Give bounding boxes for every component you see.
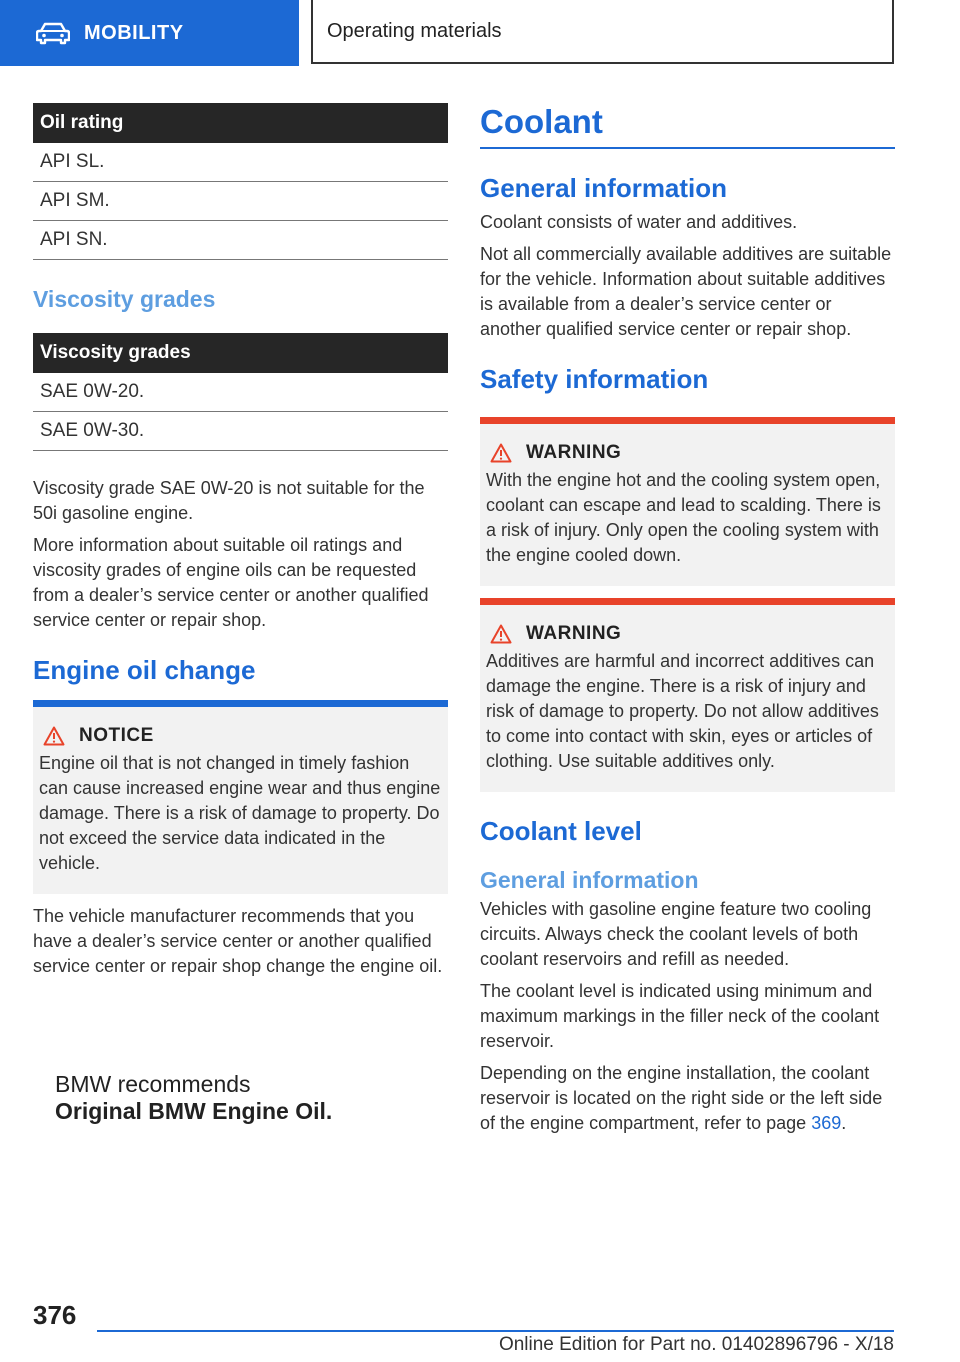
viscosity-table-header: Viscosity grades xyxy=(33,333,448,373)
warning-triangle-icon xyxy=(490,443,512,463)
safety-information-heading: Safety information xyxy=(480,364,709,394)
warning-box-1 xyxy=(480,417,895,586)
table-row: SAE 0W-30. xyxy=(33,412,448,451)
warning-title: WARNING xyxy=(526,623,622,644)
coolant-level-paragraph-3 xyxy=(480,1061,895,1136)
coolant-level-paragraph-2: The coolant level is indicated using minimum and maximum markings in the filler neck of the coolant reservoir. xyxy=(480,981,880,1051)
warning-box-2 xyxy=(480,598,895,792)
coolant-level-general-heading: General information xyxy=(480,867,699,893)
warning-title: WARNING xyxy=(526,442,622,463)
coolant-title: Coolant xyxy=(480,103,895,149)
warning-text: Additives are harmful and incorrect additives can damage the engine. There is a risk of injury and risk of damage to property. Do not allow additives to come into contact with skin, eyes or articles of clothing. Use suitable additives only. xyxy=(486,651,879,771)
oil-rating-table xyxy=(33,103,448,260)
notice-title: NOTICE xyxy=(79,725,154,746)
tab-label: MOBILITY xyxy=(84,21,184,44)
bmw-oil-logo xyxy=(55,1071,448,1125)
table-row: API SM. xyxy=(33,182,448,221)
warning-text: With the engine hot and the cooling system open, coolant can escape and lead to scalding. There is a risk of injury. Only open the cooling system with the engine cooled down. xyxy=(486,470,881,565)
right-column xyxy=(480,103,895,1136)
oil-rating-table-header: Oil rating xyxy=(33,103,448,143)
page-number: 376 xyxy=(33,1300,77,1330)
notice-text: Engine oil that is not changed in timely fashion can cause increased engine wear and thus engine damage. There is a risk of damage to property. Do not exceed the service data indicated in the vehicle. xyxy=(39,753,441,873)
page-reference-link[interactable]: 369 xyxy=(811,1113,842,1133)
header-tab-mobility[interactable] xyxy=(0,0,299,66)
logo-line-1: BMW recommends xyxy=(55,1071,251,1097)
more-info-paragraph: More information about suitable oil ratings and viscosity grades of engine oils can be requested from a dealer’s service center or another qualified service center or repair shop. xyxy=(33,535,429,630)
general-info-paragraph-1: Coolant consists of water and additives. xyxy=(480,212,798,232)
paragraph-text: Depending on the engine installation, the coolant reservoir is located on the right side or the left side of the engine compartment, refer to page xyxy=(480,1063,883,1133)
general-info-paragraph-2: Not all commercially available additives are suitable for the vehicle. Information about suitable additives is available from a dealer’s service center or another qualified service center or repair shop. xyxy=(480,244,892,339)
table-row: API SN. xyxy=(33,221,448,260)
section-header xyxy=(311,0,894,64)
paragraph-end: . xyxy=(841,1113,847,1133)
table-row: API SL. xyxy=(33,143,448,182)
footer-divider xyxy=(97,1330,894,1332)
coolant-level-heading: Coolant level xyxy=(480,816,642,846)
footer-edition: Online Edition for Part no. 01402896796 - X/18 xyxy=(498,1334,894,1355)
viscosity-heading: Viscosity grades xyxy=(33,286,216,312)
coolant-level-paragraph-1: Vehicles with gasoline engine feature two cooling circuits. Always check the coolant levels of both coolant reservoirs and refill as needed. xyxy=(480,899,872,969)
section-title: Operating materials xyxy=(327,19,502,42)
general-information-heading: General information xyxy=(480,173,728,203)
notice-box xyxy=(33,700,448,894)
warning-triangle-icon xyxy=(490,624,512,644)
car-icon xyxy=(36,21,70,45)
left-column xyxy=(33,103,448,1125)
oil-change-recommendation: The vehicle manufacturer recommends that you have a dealer’s service center or another qualified service center or repair shop change the engine oil. xyxy=(33,906,443,976)
viscosity-note: Viscosity grade SAE 0W-20 is not suitable for the 50i gasoline engine. xyxy=(33,478,425,523)
engine-oil-change-heading: Engine oil change xyxy=(33,655,256,685)
table-row: SAE 0W-20. xyxy=(33,373,448,412)
logo-line-2: Original BMW Engine Oil. xyxy=(55,1098,333,1124)
viscosity-table xyxy=(33,333,448,451)
warning-triangle-icon xyxy=(43,726,65,746)
